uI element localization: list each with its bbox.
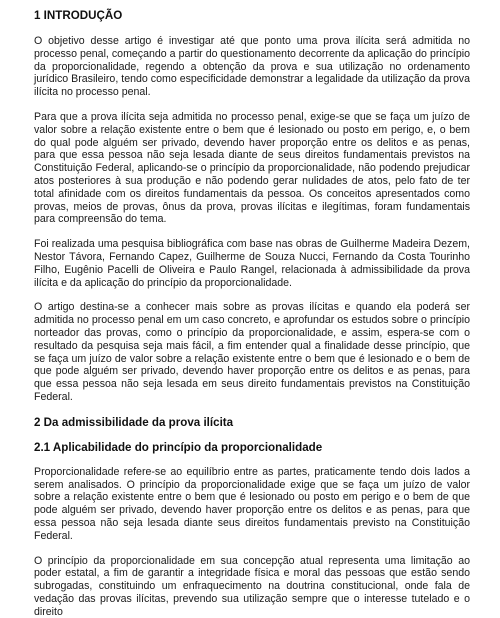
- intro-paragraph-4: O artigo destina-se a conhecer mais sobre as provas ilícitas e quando ela poderá ser admitida no processo penal em um caso concreto, e aprofundar os estudos sobre o princípio norteador das provas, como o princípio da proporcionalidade, e assim, espera-se com o resultado da pesquisa seja mais fácil, a fim entender qual a finalidade desse princípio, que se faça um juízo de valor sobre a relação existente entre o bem que é lesionado e o bem de que pode alguém ser privado, devendo haver proporção entre os delitos e as penas, para que essa pessoa não seja lesada em seus direito fundamentais previstos na Constituição Federal.: [34, 301, 470, 403]
- section-heading-introduction: 1 INTRODUÇÃO: [34, 9, 470, 23]
- intro-paragraph-3: Foi realizada uma pesquisa bibliográfica com base nas obras de Guilherme Madeira Dezem, Nestor Távora, Fernando Capez, Guilherme de Souza Nucci, Fernando da Costa Tourinho Filho, Eugênio Pacelli de Oliveira e Paulo Rangel, relacionada à admissibilidade da prova ilícita e da aplicação do princípio da proporcionalidade.: [34, 238, 470, 289]
- intro-paragraph-1: O objetivo desse artigo é investigar até que ponto uma prova ilícita será admitida no processo penal, começando a partir do questionamento decorrente da aplicação do princípio da proporcionalidade, regendo a obtenção da prova e sua utilização no ordenamento jurídico Brasileiro, tendo como especificidade demonstrar a legalidade da utilização da prova ilícita no processo penal.: [34, 35, 470, 99]
- subsection-heading-proportionality: 2.1 Aplicabilidade do princípio da proporcionalidade: [34, 441, 470, 455]
- proportionality-paragraph-2: O princípio da proporcionalidade em sua concepção atual representa uma limitação ao poder estatal, a fim de garantir a integridade física e moral das pessoas que estão sendo subrogadas, constituindo um enfraquecimento na doutrina constitucional, onde fala de vedação das provas ilícitas, prevendo sua utilização sempre que o interesse tutelado e o direito: [34, 555, 470, 618]
- section-heading-admissibility: 2 Da admissibilidade da prova ilícita: [34, 416, 470, 430]
- proportionality-paragraph-1: Proporcionalidade refere-se ao equilíbrio entre as partes, praticamente tendo dois lados a serem analisados. O princípio da proporcionalidade exige que se faça um juízo de valor sobre a relação existente entre o bem que é lesionado ou posto em perigo e o bem de que pode alguém ser privado, devendo haver proporção entre os delitos e as penas, para que essa pessoa não seja lesada diante seus direitos fundamentais previsto na Constituição Federal.: [34, 466, 470, 543]
- intro-paragraph-2: Para que a prova ilícita seja admitida no processo penal, exige-se que se faça um juízo de valor sobre a relação existente entre o bem que é lesionado ou posto em perigo, e, o bem do qual pode alguém ser privado, devendo haver proporção entre os delitos e as penas, para que essa pessoa não seja lesada diante de seus direitos fundamentais previstos na Constituição Federal, aplicando-se o princípio da proporcionalidade, não podendo prejudicar atos posteriores à sua produção e não podendo gerar nulidades de atos, pelo fato de ter total afinidade com os direitos fundamentais da pessoa. Os conceitos apresentados como provas, meios de provas, ônus da prova, provas ilícitas e ilegítimas, foram fundamentais para compreensão do tema.: [34, 111, 470, 226]
